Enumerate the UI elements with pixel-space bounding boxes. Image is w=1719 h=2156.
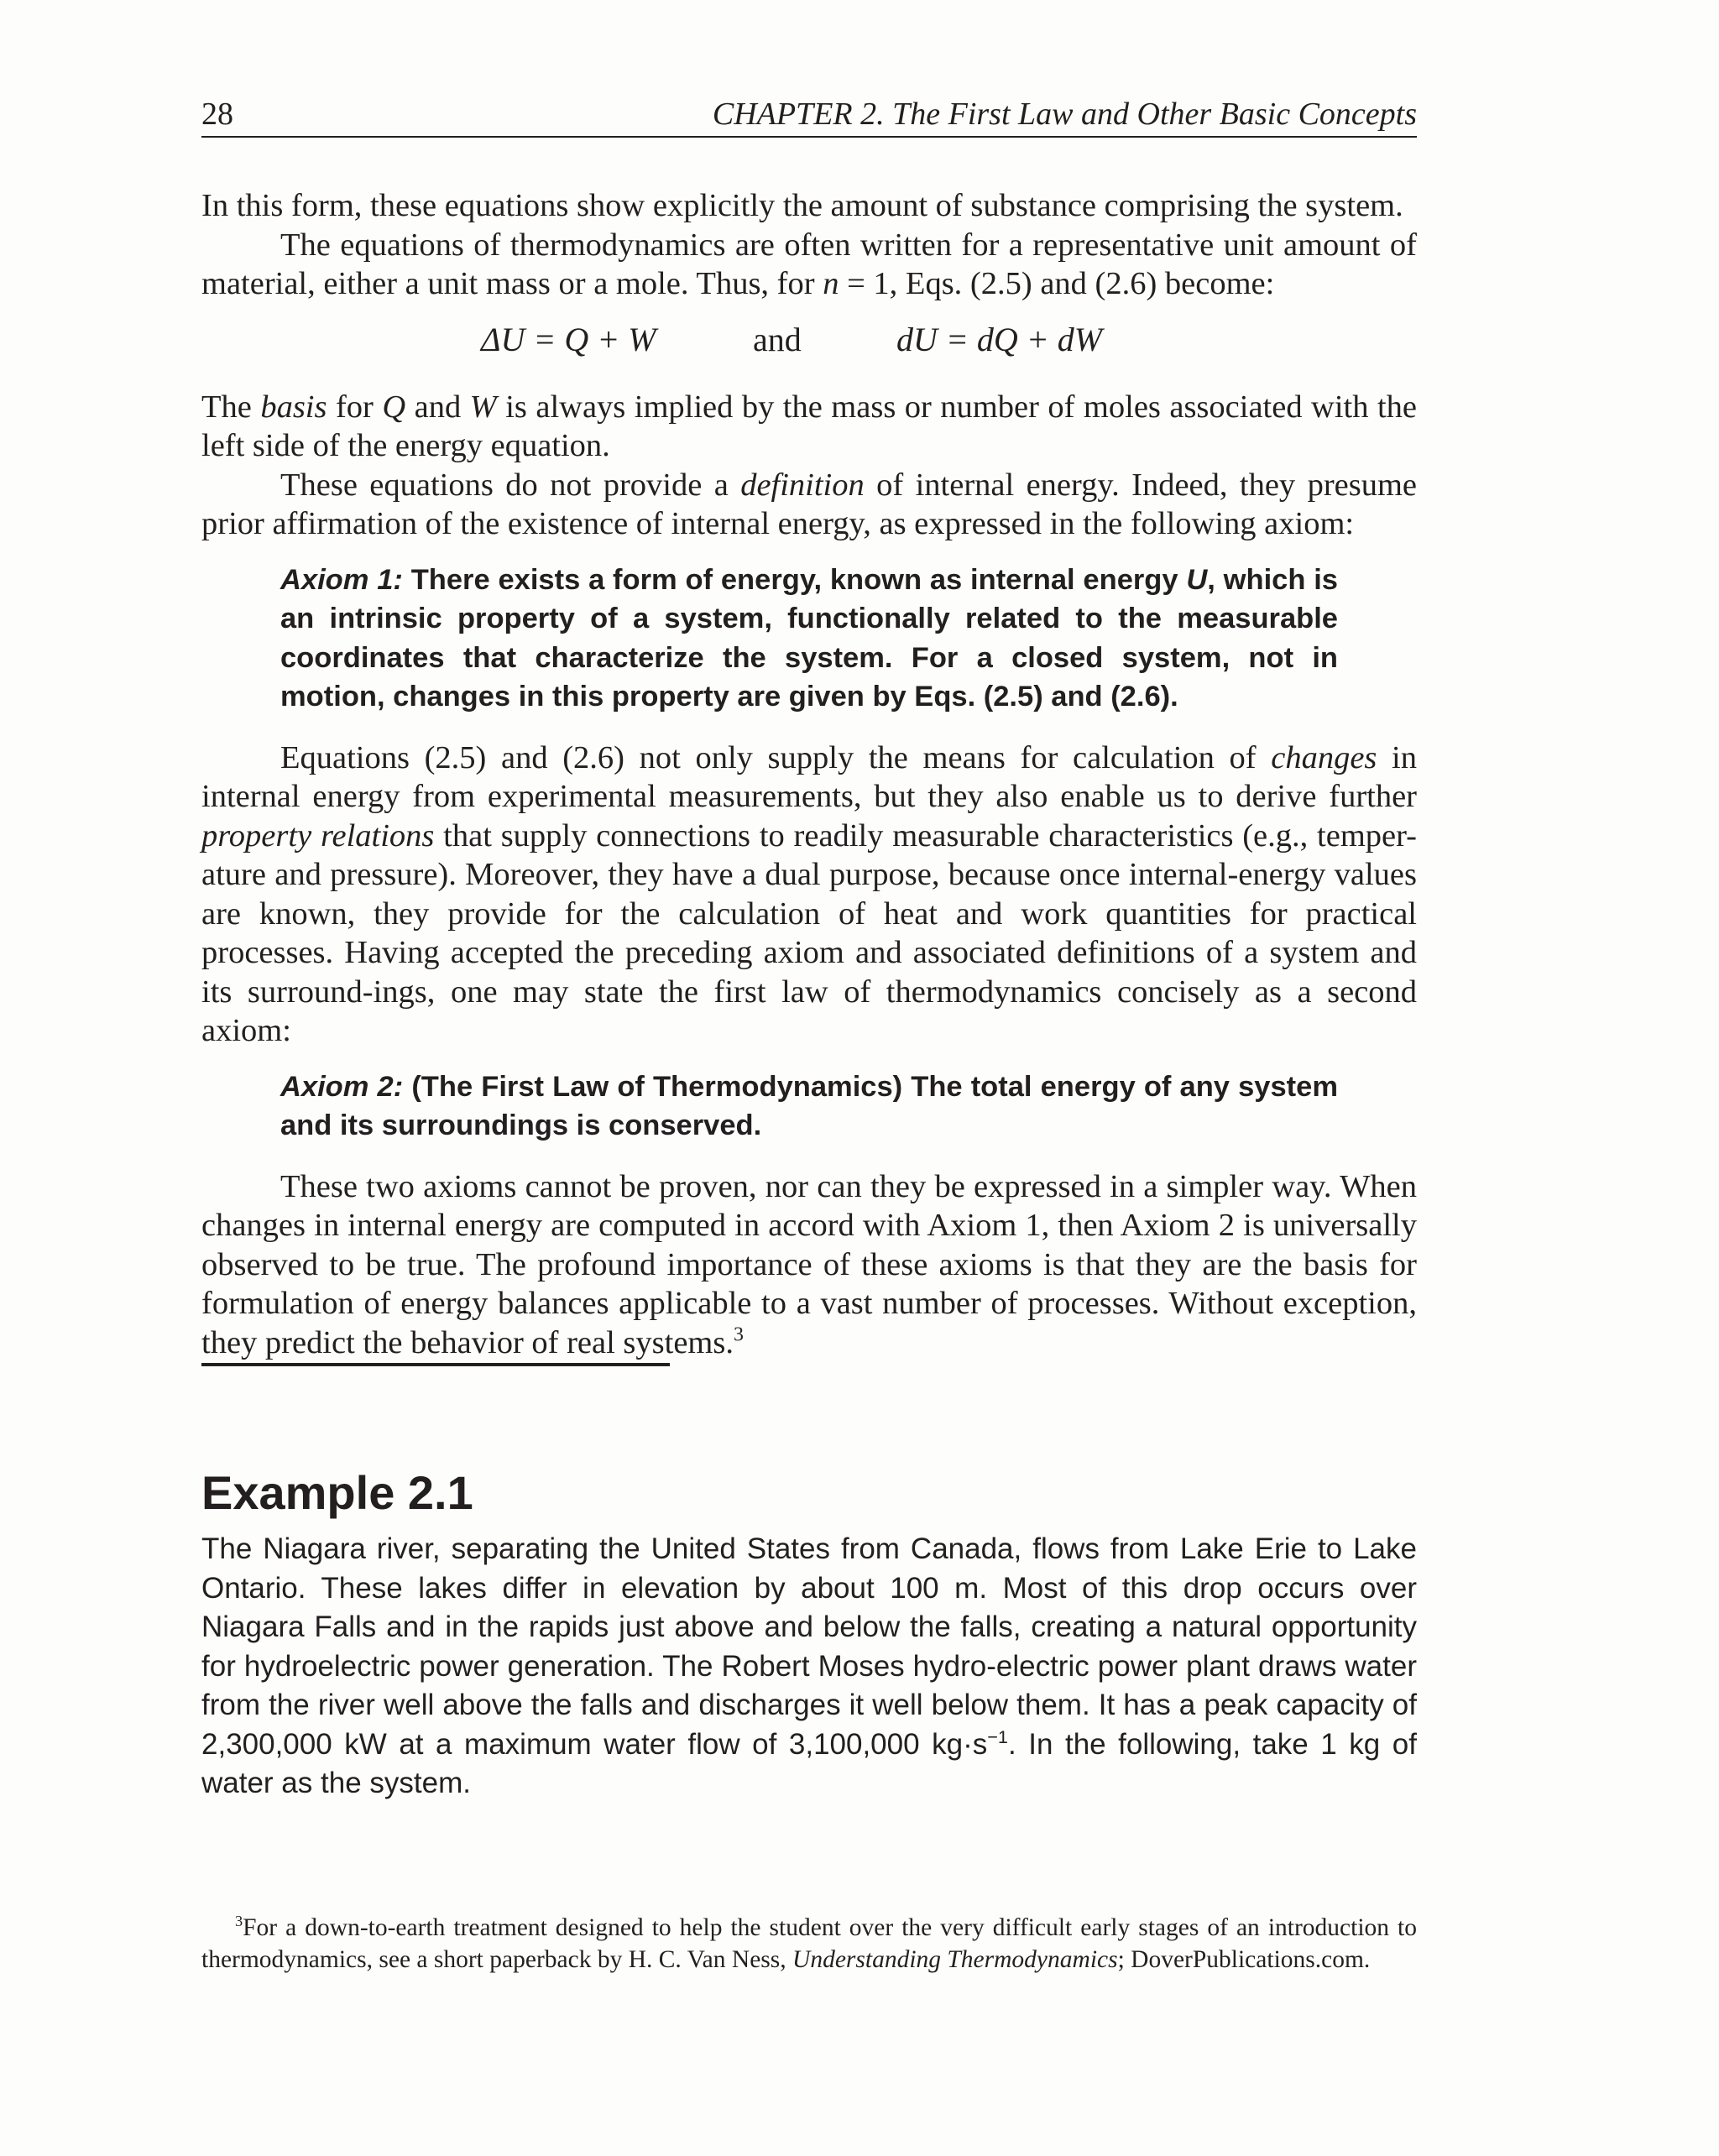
axiom-2: Axiom 2: (The First Law of Thermodynamics) The total energy of any system and its surroundings is conserved. <box>280 1070 1338 1141</box>
page-header <box>201 91 1417 138</box>
equation-delta-u: ΔU = Q + W <box>481 320 656 358</box>
example-heading: Example 2.1 <box>201 1466 473 1519</box>
paragraph: Equations (2.5) and (2.6) not only supply the means for calculation of changes in internal energy from experimental measurements, but they also enable us to derive further property relations that supply connections to readily measurable characteristics (e.g., temper-ature and pressure). Moreover, they have a dual purpose, because once internal-energy values are known, they provide for the calculation of heat and work quantities for practical processes. Having accepted the preceding axiom and associated definitions of a system and its surround-ings, one may state the first law of thermodynamics concisely as a second axiom: <box>201 739 1417 1048</box>
paragraph: In this form, these equations show explicitly the amount of substance comprising the system. <box>201 188 1403 223</box>
footnote: $^3$For a down-to-earth treatment designed to help the student over the very difficult early stages of an introduction to thermodynamics, see a short paperback by H. C. Van Ness, Understanding Thermodynamics; DoverPublications.com. <box>201 1913 1417 1973</box>
footnote-number: 3 <box>235 1913 243 1930</box>
axiom-2-label: Axiom 2: <box>280 1070 404 1103</box>
equation-connector: and <box>753 320 802 358</box>
footnote-rule <box>201 1363 670 1366</box>
example-text: The Niagara river, separating the United States from Canada, flows from Lake Erie to Lake Ontario. These lakes differ in elevation by about 100 m. Most of this drop occurs over Niagara Falls and in the rapids just above and below the falls, creating a natural opportunity for hydroelectric power generation. The Robert Moses hydro-electric power plant draws water from the river well above the falls and discharges it well below them. It has a peak capacity of 2,300,000 kW at a maximum water flow of 3,100,000 $kg\cdot s^{-1}$. In the following, take 1 kg of water as the system. <box>201 1532 1417 1799</box>
paragraph: These two axioms cannot be proven, nor can they be expressed in a simpler way. When changes in internal energy are computed in accord with Axiom 1, then Axiom 2 is universally observed to be true. The profound importance of these axioms is that they are the basis for formulation of energy balances applicable to a vast number of processes. Without exception, they predict the behavior of real systems.$^3$ <box>201 1168 1417 1360</box>
paragraph: These equations do not provide a definition of internal energy. Indeed, they presume prior affirmation of the existence of internal energy, as expressed in the following axiom: <box>201 467 1417 541</box>
body-text <box>201 186 1417 1362</box>
equation-du: dU = dQ + dW <box>896 320 1103 358</box>
axiom-1-label: Axiom 1: <box>280 563 403 596</box>
axiom-1: Axiom 1: There exists a form of energy, known as internal energy U, which is an intrinsic property of a system, functionally related to the measurable coordinates that characterize the system. For a closed system, not in motion, changes in this property are given by Eqs. (2.5) and (2.6). <box>280 563 1338 713</box>
paragraph: The basis for Q and W is always implied by the mass or number of moles associated with the left side of the energy equation. <box>201 389 1417 463</box>
paragraph: The equations of thermodynamics are often written for a representative unit amount of material, either a unit mass or a mole. Thus, for n = 1, Eqs. (2.5) and (2.6) become: <box>201 227 1417 301</box>
footnote-marker: 3 <box>733 1323 744 1346</box>
page-number: 28 <box>201 97 233 132</box>
book-title: Understanding Thermodynamics <box>792 1946 1118 1973</box>
running-head: CHAPTER 2. The First Law and Other Basic Concepts <box>712 97 1417 132</box>
equation-row <box>201 316 1417 369</box>
